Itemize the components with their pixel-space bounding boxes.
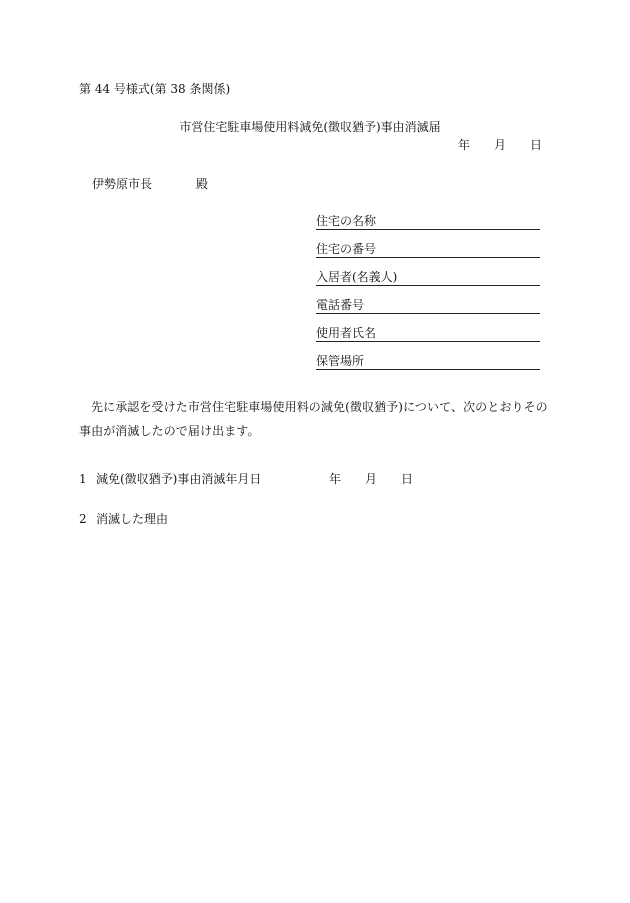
field-housing-name[interactable] bbox=[316, 214, 540, 230]
field-phone[interactable] bbox=[316, 298, 540, 314]
document-title: 市営住宅駐車場使用料減免(徴収猶予)事由消滅届 bbox=[179, 120, 441, 134]
field-label: 住宅の名称 bbox=[316, 214, 377, 228]
item-1-number: 1 bbox=[79, 472, 87, 486]
form-number: 第 44 号様式(第 38 条関係) bbox=[79, 82, 231, 96]
item-1-year: 年 bbox=[329, 472, 342, 486]
field-user-name[interactable] bbox=[316, 326, 540, 342]
field-resident[interactable] bbox=[316, 270, 540, 286]
item-1-label: 減免(徴収猶予)事由消滅年月日 bbox=[96, 472, 262, 486]
field-housing-number[interactable] bbox=[316, 242, 540, 258]
item-1-day: 日 bbox=[401, 472, 414, 486]
date-year: 年 bbox=[458, 138, 471, 152]
addressee-honorific: 殿 bbox=[196, 177, 209, 191]
field-label: 入居者(名義人) bbox=[316, 270, 398, 284]
date-day: 日 bbox=[530, 138, 543, 152]
addressee-name: 伊勢原市長 bbox=[92, 177, 153, 191]
item-2-label: 消滅した理由 bbox=[96, 512, 169, 526]
field-label: 使用者氏名 bbox=[316, 326, 377, 340]
item-1-month: 月 bbox=[365, 472, 378, 486]
body-paragraph: 先に承認を受けた市営住宅駐車場使用料の減免(徴収猶予)について、次のとおりその事由が消滅したので届け出ます。 bbox=[79, 400, 548, 438]
item-2-number: 2 bbox=[79, 512, 87, 526]
date-month: 月 bbox=[494, 138, 507, 152]
field-storage-location[interactable] bbox=[316, 354, 540, 370]
field-label: 住宅の番号 bbox=[316, 242, 377, 256]
field-label: 保管場所 bbox=[316, 354, 365, 368]
field-label: 電話番号 bbox=[316, 298, 365, 312]
